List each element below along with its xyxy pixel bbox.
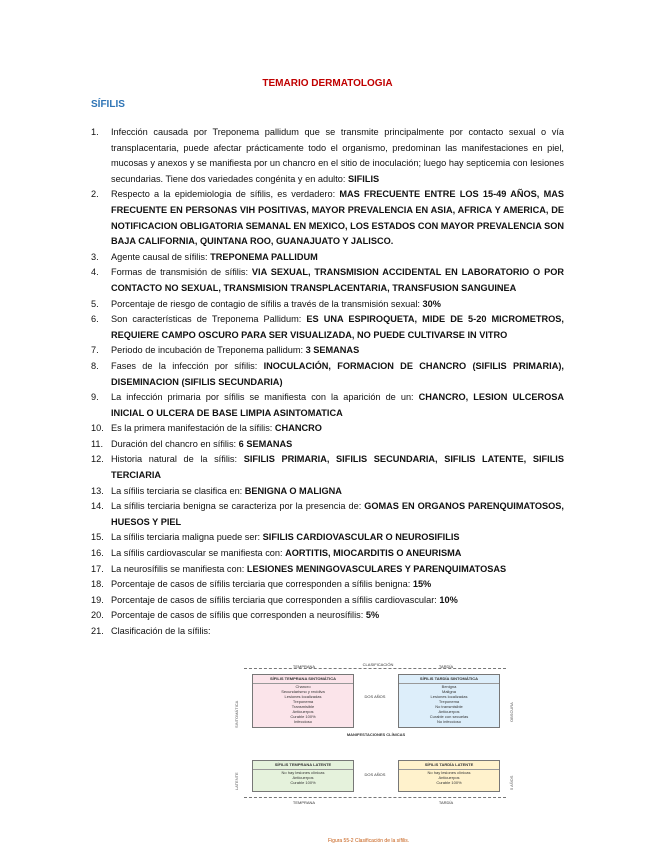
fig-box-header: SÍFILIS TARDÍA SINTOMÁTICA — [399, 675, 499, 684]
question-item — [91, 265, 564, 296]
question-number: 6. — [91, 314, 99, 325]
question-item — [91, 250, 564, 266]
question-text: Historia natural de la sífilis: — [111, 454, 244, 465]
fig-box-late-symptomatic — [398, 674, 500, 728]
question-answer: 5% — [365, 610, 380, 621]
question-number: 8. — [91, 360, 99, 371]
fig-box-line: Benigna — [441, 684, 457, 689]
question-number: 19. — [91, 594, 104, 605]
question-number: 17. — [91, 563, 104, 574]
fig-dashed-line-bottom — [244, 797, 506, 798]
fig-box-line: Chancro — [295, 684, 311, 689]
question-text: La sífilis terciaria se clasifica en: — [111, 485, 245, 496]
question-number: 1. — [91, 127, 99, 137]
question-number: 12. — [91, 454, 104, 465]
fig-box-line: Secundarismo y recidiva — [281, 689, 325, 694]
question-number: 20. — [91, 610, 104, 621]
question-item — [91, 484, 564, 500]
question-answer: AORTITIS, MIOCARDITIS O ANEURISMA — [285, 548, 462, 559]
question-item — [91, 593, 564, 609]
question-item — [91, 562, 564, 578]
question-text: Porcentaje de casos de sífilis que corresponden a neurosífilis: — [111, 610, 366, 621]
question-number: 18. — [91, 579, 104, 590]
question-item — [91, 421, 564, 437]
question-text: Fases de la infección por sífilis: — [111, 360, 264, 371]
classification-figure — [230, 664, 520, 828]
question-item — [91, 452, 564, 483]
question-text: Agente causal de sífilis: — [111, 251, 211, 262]
fig-box-line: Transmisible — [291, 704, 315, 709]
fig-box-line: Lesiones localizadas — [284, 694, 322, 699]
fig-box-line: Curable 100% — [436, 780, 462, 785]
question-answer: 10% — [439, 594, 458, 605]
question-number: 2. — [91, 189, 99, 200]
question-answer: CHANCRO — [274, 423, 322, 434]
question-answer: TREPONEMA PALLIDUM — [210, 251, 318, 262]
question-number: 9. — [91, 392, 99, 403]
figure-caption: Figura 55-2 Clasificación de la sífilis. — [328, 838, 410, 844]
question-item — [91, 530, 564, 546]
section-heading: SÍFILIS — [91, 99, 125, 110]
fig-box-line: Anticuerpos — [438, 709, 460, 714]
question-item — [91, 359, 564, 390]
question-item — [91, 499, 564, 530]
question-number: 7. — [91, 345, 99, 356]
fig-box-late-latent — [398, 760, 500, 792]
question-text: Clasificación de la sífilis: — [111, 626, 211, 636]
question-text: Periodo de incubación de Treponema pallidum: — [111, 345, 306, 356]
fig-box-line: Lesiones localizadas — [430, 694, 468, 699]
question-text: La infección primaria por sífilis se manifiesta con la aparición de un: — [111, 392, 419, 403]
fig-box-line: Curable 100% — [290, 780, 316, 785]
question-answer: SIFILIS — [348, 173, 380, 184]
fig-mid-label-top: DOS AÑOS — [364, 694, 386, 699]
question-answer: CHANCRO, LESION ULCEROSA INICIAL O ULCERA DE BASE LIMPIA ASINTOMATICA — [111, 392, 564, 418]
question-item — [91, 608, 564, 624]
question-answer: ES UNA ESPIROQUETA, MIDE DE 5-20 MICROMETROS, REQUIERE CAMPO OSCURO PARA SER VISUALIZADA, NO PUEDE CULTIVARSE IN VITRO — [111, 314, 564, 340]
question-number: 11. — [91, 438, 104, 449]
fig-box-early-symptomatic — [252, 674, 354, 728]
question-number: 5. — [91, 298, 99, 309]
fig-box-lines — [253, 770, 353, 785]
question-answer: 6 SEMANAS — [238, 438, 293, 449]
fig-box-line: Anticuerpos — [292, 775, 314, 780]
document-title: TEMARIO DERMATOLOGIA — [262, 78, 393, 89]
fig-dashed-line-top — [244, 668, 506, 669]
fig-box-line: Anticuerpos — [292, 709, 314, 714]
question-number: 3. — [91, 251, 99, 262]
fig-right-side-label: OBSCURA — [509, 702, 514, 722]
question-text: Porcentaje de riesgo de contagio de sífilis a través de la transmisión sexual: — [111, 298, 423, 309]
question-answer: 15% — [412, 579, 432, 590]
fig-bottom-right-label: TARDÍA — [438, 800, 454, 805]
question-answer: SIFILIS PRIMARIA, SIFILIS SECUNDARIA, SIFILIS LATENTE, SIFILIS TERCIARIA — [111, 454, 564, 481]
fig-box-line: No infeccioso — [436, 719, 461, 724]
fig-mid-label-bottom: DOS AÑOS — [364, 772, 386, 777]
fig-box-line: Treponema — [292, 699, 314, 704]
question-answer: GOMAS EN ORGANOS PARENQUIMATOSOS, HUESOS Y PIEL — [111, 501, 564, 527]
question-answer: MAS FRECUENTE ENTRE LOS 15-49 AÑOS, MAS FRECUENTE EN PERSONAS VIH POSITIVAS, MAYOR PREVALENCIA EN ASIA, AFRICA Y AMERICA, DE NOTIFICACION OBLIGATORIA SEMANAL EN MEXICO, LOS ESTADOS CON MAYOR PREVALENCIA SON BAJA CALIFORNIA, QUINTANA ROO, GUANAJUATO Y JALISCO. — [111, 189, 564, 247]
question-text: Infección causada por Treponema pallidum que se transmite principalmente por contacto sexual o vía transplacentaria, puede afectar prácticamente todo el organismo, predominan las manifestaciones en piel, mucosas y anexos y se manifiesta por un chancro en el sitio de inoculación; luego hay septicemia con lesiones secundarias. Tiene dos variedades congénita y en adulto: — [111, 127, 564, 184]
question-text: La sífilis terciaria benigna se caracteriza por la presencia de: — [111, 501, 365, 512]
question-number: 15. — [91, 532, 104, 543]
question-text: La sífilis terciaria maligna puede ser: — [111, 532, 263, 543]
question-text: La sífilis cardiovascular se manifiesta con: — [111, 548, 286, 559]
fig-box-line: Curable con secuelas — [429, 714, 469, 719]
fig-box-line: Anticuerpos — [438, 775, 460, 780]
fig-lower-left-side-label: LATENTE — [234, 772, 239, 790]
question-item — [91, 297, 564, 313]
question-number: 4. — [91, 267, 99, 278]
fig-box-lines — [399, 684, 499, 724]
question-list — [91, 125, 564, 640]
question-item — [91, 343, 564, 359]
question-answer: 3 SEMANAS — [305, 345, 360, 356]
question-item — [91, 390, 564, 421]
question-item — [91, 624, 564, 640]
question-number: 21. — [91, 626, 104, 636]
fig-box-line: Curable 100% — [290, 714, 316, 719]
question-item — [91, 312, 564, 343]
fig-top-center-label: CLASIFICACIÓN — [362, 662, 394, 667]
question-text: Formas de transmisión de sífilis: — [111, 267, 252, 278]
fig-box-early-latent — [252, 760, 354, 792]
question-item — [91, 546, 564, 562]
question-text: La neurosífilis se manifiesta con: — [111, 563, 247, 574]
fig-box-header: SÍFILIS TARDÍA LATENTE — [399, 761, 499, 770]
question-number: 16. — [91, 548, 104, 559]
question-text: Porcentaje de casos de sífilis terciaria que corresponden a sífilis benigna: — [111, 579, 413, 590]
fig-box-header: SÍFILIS TEMPRANA SINTOMÁTICA — [253, 675, 353, 684]
question-answer: 30% — [422, 298, 441, 309]
question-item — [91, 577, 564, 593]
fig-box-line: Infeccioso — [293, 719, 312, 724]
question-text: Porcentaje de casos de sífilis terciaria que corresponden a sífilis cardiovascular: — [111, 594, 440, 605]
fig-left-side-label: SINTOMÁTICA — [234, 700, 239, 728]
question-item — [91, 125, 564, 187]
fig-box-line: Maligna — [441, 689, 456, 694]
question-text: Duración del chancro en sífilis: — [111, 438, 239, 449]
question-answer: SIFILIS CARDIOVASCULAR O NEUROSIFILIS — [262, 532, 460, 543]
question-answer: INOCULACIÓN, FORMACION DE CHANCRO (SIFILIS PRIMARIA), DISEMINACION (SIFILIS SECUNDARIA) — [111, 360, 564, 387]
question-answer: BENIGNA O MALIGNA — [244, 485, 342, 496]
fig-box-lines — [253, 684, 353, 724]
fig-top-left-label: TEMPRANA — [292, 664, 316, 669]
fig-box-line: No hay lesiones clínicas — [427, 770, 471, 775]
question-item — [91, 437, 564, 453]
question-number: 10. — [91, 423, 104, 434]
fig-lower-right-side-label: 5 AÑOS — [509, 775, 514, 790]
question-answer: VIA SEXUAL, TRANSMISION ACCIDENTAL EN LABORATORIO O POR CONTACTO NO SEXUAL, TRANSMISION TRANSPLACENTARIA, TRANSFUSION SANGUINEA — [111, 267, 564, 293]
question-number: 14. — [91, 501, 104, 512]
fig-middle-title: MANIFESTACIONES CLÍNICAS — [346, 732, 406, 737]
question-item — [91, 187, 564, 249]
question-text: Respecto a la epidemiologia de sífilis, es verdadero: — [111, 189, 340, 200]
fig-box-lines — [399, 770, 499, 785]
fig-box-line: Treponema — [438, 699, 460, 704]
question-number: 13. — [91, 485, 104, 496]
fig-box-line: No hay lesiones clínicas — [281, 770, 325, 775]
fig-bottom-left-label: TEMPRANA — [292, 800, 316, 805]
fig-box-line: No transmisible — [435, 704, 463, 709]
fig-box-header: SÍFILIS TEMPRANA LATENTE — [253, 761, 353, 770]
question-answer: LESIONES MENINGOVASCULARES Y PARENQUIMATOSAS — [246, 563, 507, 574]
question-text: Son características de Treponema Pallidum: — [111, 314, 307, 325]
fig-top-right-label: TARDÍA — [438, 664, 454, 669]
question-text: Es la primera manifestación de la sífilis: — [111, 423, 275, 434]
